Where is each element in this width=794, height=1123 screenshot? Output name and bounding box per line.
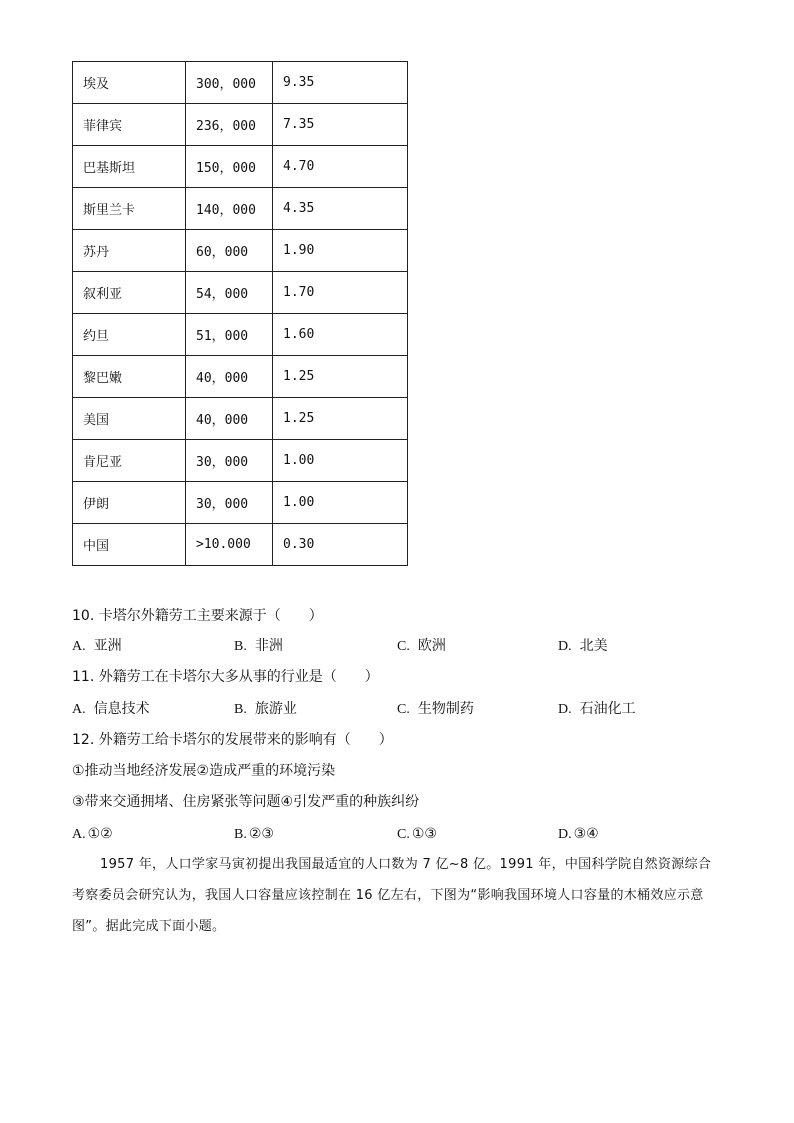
- percentage-cell: 1.00: [273, 482, 408, 524]
- percentage-cell: 1.25: [273, 356, 408, 398]
- country-cell: 黎巴嫩: [73, 356, 186, 398]
- worker-count-cell: >10.000: [186, 524, 273, 566]
- table-row: [73, 482, 408, 524]
- option-c[interactable]: [397, 700, 474, 719]
- worker-count-cell: 140，000: [186, 188, 273, 230]
- option-letter: C.: [397, 827, 410, 842]
- table-row: [73, 440, 408, 482]
- worker-count-cell: 30，000: [186, 440, 273, 482]
- option-a[interactable]: [72, 700, 150, 719]
- table-row: [73, 188, 408, 230]
- percentage-cell: 7.35: [273, 104, 408, 146]
- passage-paragraph: 1957 年，人口学家马寅初提出我国最适宜的人口数为 7 亿~8 亿。1991 年，中国科学院自然资源综合考察委员会研究认为，我国人口容量应该控制在 16 亿左右，下图为“影响我国环境人口容量的木桶效应示意图”。据此完成下面小题。: [72, 857, 712, 934]
- option-letter: A.: [72, 639, 86, 654]
- table-row: [73, 104, 408, 146]
- worker-count-cell: 30，000: [186, 482, 273, 524]
- worker-count-cell: 40，000: [186, 398, 273, 440]
- option-d[interactable]: [558, 825, 599, 844]
- question-12-statement-1: ①推动当地经济发展②造成严重的环境污染: [72, 763, 336, 779]
- table-row: [73, 146, 408, 188]
- option-letter: C.: [397, 702, 410, 717]
- option-d[interactable]: [558, 637, 608, 656]
- worker-count-cell: 300，000: [186, 62, 273, 104]
- option-b[interactable]: [234, 637, 283, 656]
- option-letter: B.: [234, 827, 247, 842]
- option-c[interactable]: [397, 825, 437, 844]
- option-text: ①②: [87, 826, 113, 842]
- worker-count-cell: 236，000: [186, 104, 273, 146]
- question-10: 10. 卡塔尔外籍劳工主要来源于（ ）: [72, 608, 323, 624]
- option-letter: A.: [72, 827, 86, 842]
- option-letter: C.: [397, 639, 410, 654]
- option-text: 石油化工: [579, 701, 636, 717]
- table-row: [73, 230, 408, 272]
- worker-count-cell: 54，000: [186, 272, 273, 314]
- country-cell: 苏丹: [73, 230, 186, 272]
- question-12: 12. 外籍劳工给卡塔尔的发展带来的影响有（ ）: [72, 732, 393, 748]
- worker-count-cell: 51，000: [186, 314, 273, 356]
- country-cell: 肯尼亚: [73, 440, 186, 482]
- option-a[interactable]: [72, 637, 122, 656]
- country-cell: 美国: [73, 398, 186, 440]
- option-text: 非洲: [254, 638, 283, 654]
- percentage-cell: 9.35: [273, 62, 408, 104]
- option-letter: D.: [558, 702, 572, 717]
- country-cell: 约旦: [73, 314, 186, 356]
- country-cell: 中国: [73, 524, 186, 566]
- option-c[interactable]: [397, 637, 446, 656]
- table-row: [73, 356, 408, 398]
- question-11: 11. 外籍劳工在卡塔尔大多从事的行业是（ ）: [72, 669, 379, 685]
- option-letter: B.: [234, 702, 247, 717]
- table-row: [73, 398, 408, 440]
- question-12-options: [72, 825, 712, 843]
- option-text: 旅游业: [254, 701, 297, 717]
- option-b[interactable]: [234, 700, 297, 719]
- worker-count-cell: 60，000: [186, 230, 273, 272]
- labor-source-table: [72, 61, 408, 566]
- option-text: 亚洲: [93, 638, 122, 654]
- question-11-options: [72, 700, 712, 718]
- country-cell: 埃及: [73, 62, 186, 104]
- country-cell: 巴基斯坦: [73, 146, 186, 188]
- percentage-cell: 0.30: [273, 524, 408, 566]
- option-text: 信息技术: [93, 701, 150, 717]
- option-text: 生物制药: [417, 701, 474, 717]
- table-row: [73, 62, 408, 104]
- percentage-cell: 1.25: [273, 398, 408, 440]
- country-cell: 伊朗: [73, 482, 186, 524]
- option-a[interactable]: [72, 825, 113, 844]
- option-letter: D.: [558, 639, 572, 654]
- option-letter: A.: [72, 702, 86, 717]
- option-letter: D.: [558, 827, 572, 842]
- table-row: [73, 314, 408, 356]
- percentage-cell: 4.70: [273, 146, 408, 188]
- option-text: 北美: [579, 638, 608, 654]
- option-text: ②③: [248, 826, 274, 842]
- option-letter: B.: [234, 639, 247, 654]
- percentage-cell: 1.90: [273, 230, 408, 272]
- table-row: [73, 272, 408, 314]
- option-b[interactable]: [234, 825, 274, 844]
- option-text: ①③: [411, 826, 437, 842]
- percentage-cell: 4.35: [273, 188, 408, 230]
- country-cell: 菲律宾: [73, 104, 186, 146]
- option-text: ③④: [573, 826, 599, 842]
- question-10-options: [72, 637, 712, 655]
- percentage-cell: 1.00: [273, 440, 408, 482]
- worker-count-cell: 150，000: [186, 146, 273, 188]
- percentage-cell: 1.60: [273, 314, 408, 356]
- percentage-cell: 1.70: [273, 272, 408, 314]
- country-cell: 斯里兰卡: [73, 188, 186, 230]
- country-cell: 叙利亚: [73, 272, 186, 314]
- question-12-statement-2: ③带来交通拥堵、住房紧张等问题④引发严重的种族纠纷: [72, 794, 420, 810]
- table-row: [73, 524, 408, 566]
- worker-count-cell: 40，000: [186, 356, 273, 398]
- option-d[interactable]: [558, 700, 636, 719]
- option-text: 欧洲: [417, 638, 446, 654]
